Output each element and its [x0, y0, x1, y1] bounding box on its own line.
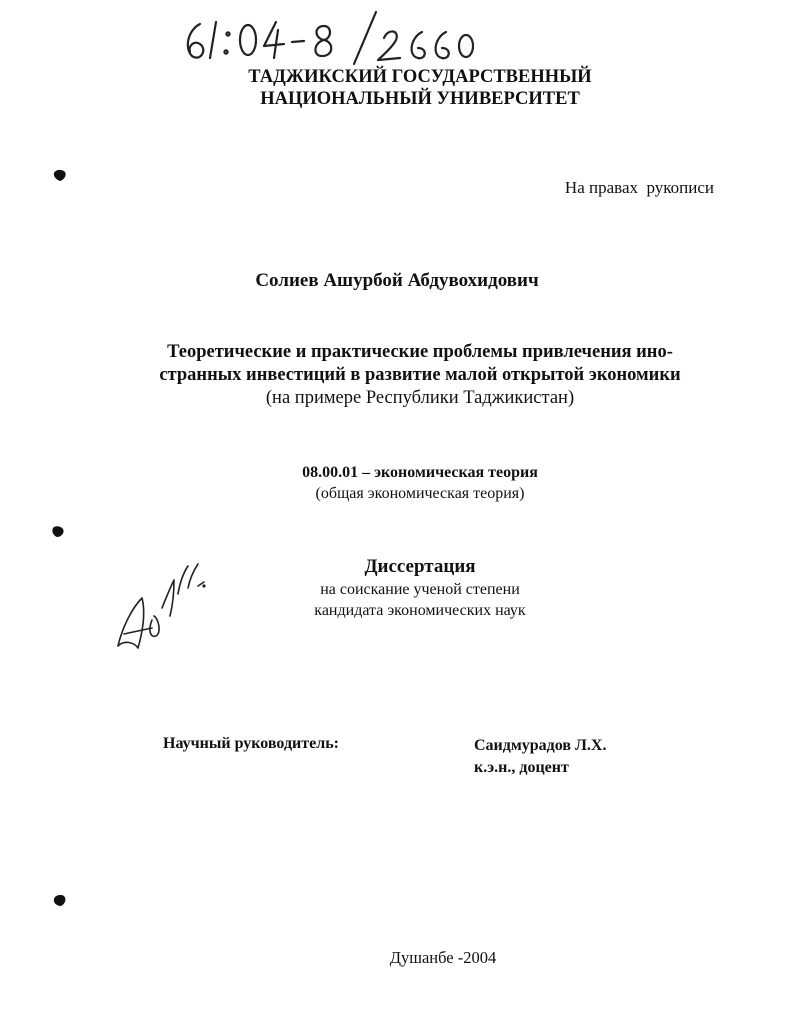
- specialty-subtitle: (общая экономическая теория): [315, 485, 525, 502]
- title-line-3: (на примере Республики Таджикистан): [265, 388, 575, 408]
- supervisor-info: [474, 735, 606, 779]
- punch-hole-mark-middle: [50, 523, 66, 539]
- degree-line-2: кандидата экономических наук: [314, 602, 526, 619]
- specialty-block: [120, 462, 720, 504]
- title-line-1: Теоретические и практические проблемы привлечения ино-: [167, 342, 673, 362]
- title-line-2: странных инвестиций в развитие малой открытой экономики: [159, 365, 681, 385]
- handwritten-signature: [112, 558, 212, 658]
- punch-hole-mark-top: [52, 167, 68, 183]
- university-line-1: ТАДЖИКСКИЙ ГОСУДАРСТВЕННЫЙ: [248, 67, 592, 87]
- supervisor-degree: к.э.н., доцент: [474, 759, 569, 776]
- specialty-code: 08.00.01 – экономическая теория: [302, 464, 538, 481]
- university-name: [120, 66, 720, 110]
- punch-hole-mark-bottom: [52, 892, 68, 908]
- degree-line-1: на соискание ученой степени: [320, 581, 520, 598]
- dissertation-title: [90, 341, 750, 410]
- author-name: Солиев Ашурбой Абдувохидович: [255, 270, 539, 291]
- supervisor-name: Саидмурадов Л.Х.: [474, 737, 607, 754]
- manuscript-rights-note: На правах рукописи: [564, 178, 714, 197]
- handwritten-archive-number: [178, 8, 478, 66]
- city-and-year: Душанбе -2004: [389, 948, 497, 967]
- supervisor-label: Научный руководитель:: [163, 735, 339, 752]
- university-line-2: НАЦИОНАЛЬНЫЙ УНИВЕРСИТЕТ: [260, 89, 580, 109]
- dissertation-label: Диссертация: [364, 556, 476, 577]
